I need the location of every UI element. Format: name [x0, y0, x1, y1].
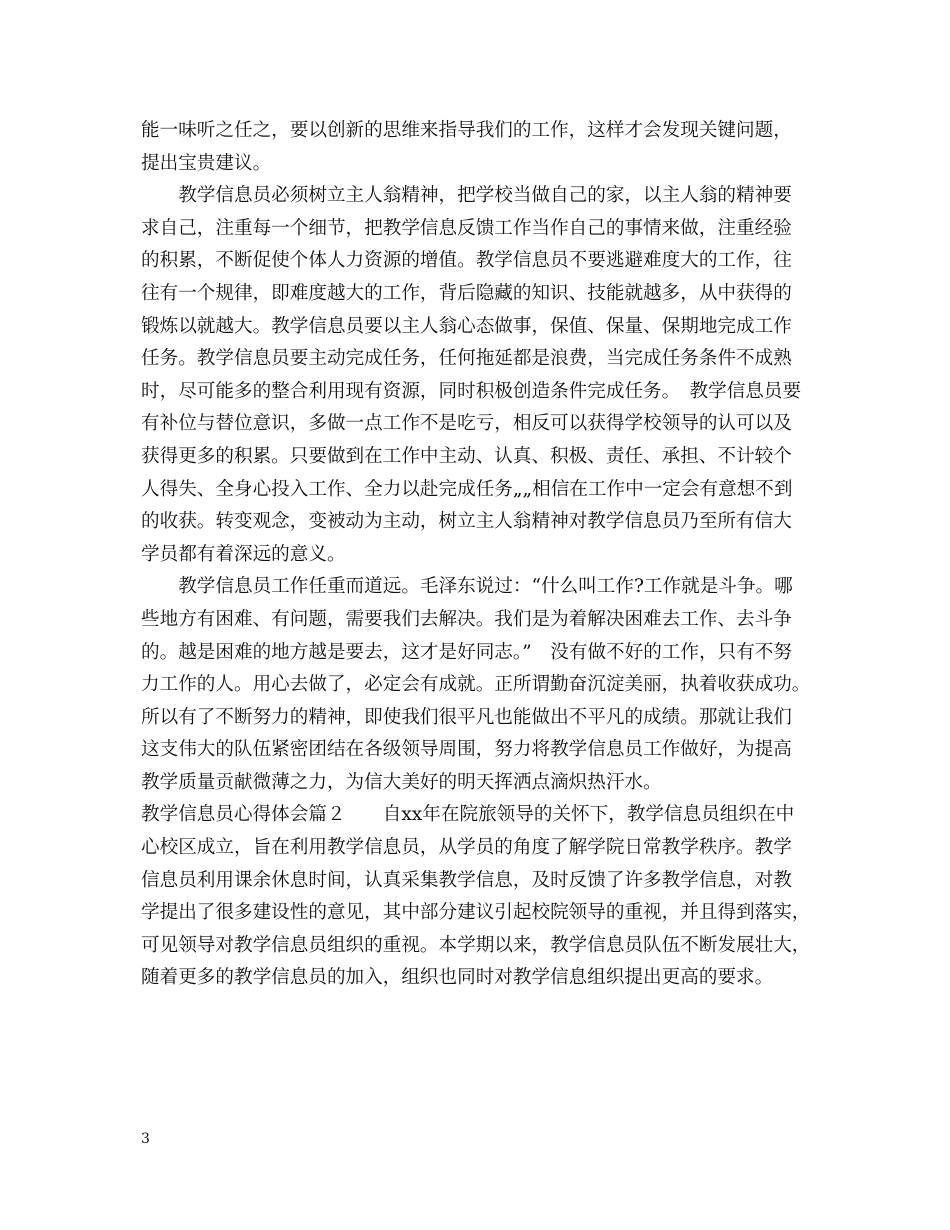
text-line: 的积累，不断促使个体人力资源的增值。教学信息员不要逃避难度大的工作，往 — [141, 250, 792, 272]
text-line: 所以有了不断努力的精神，即使我们很平凡也能做出不平凡的成绩。那就让我们 — [141, 706, 792, 728]
body-text — [141, 115, 813, 995]
text-line: 力工作的人。用心去做了，必定会有成就。正所谓勤奋沉淀美丽，执着收获成功。 — [141, 674, 811, 696]
text-line: 这支伟大的队伍紧密团结在各级领导周围，努力将教学信息员工作做好，为提高 — [141, 739, 792, 761]
text-line: 获得更多的积累。只要做到在工作中主动、认真、积极、责任、承担、不计较个 — [141, 445, 792, 467]
text-line: 心校区成立，旨在利用教学信息员，从学员的角度了解学院日常教学秩序。教学 — [141, 837, 792, 859]
text-line: 人得失、全身心投入工作、全力以赴完成任务„„相信在工作中一定会有意想不到 — [141, 478, 793, 500]
text-line: 可见领导对教学信息员组织的重视。本学期以来，教学信息员队伍不断发展壮大， — [141, 934, 811, 956]
text-line: 学提出了很多建设性的意见，其中部分建议引起校院领导的重视，并且得到落实， — [141, 902, 811, 924]
page-number: 3 — [141, 1131, 150, 1147]
text-line: 锻炼以就越大。教学信息员要以主人翁心态做事，保值、保量、保期地完成工作 — [141, 315, 792, 337]
text-line: 的。越是困难的地方越是要去，这才是好同志。” 没有做不好的工作，只有不努 — [141, 641, 792, 663]
text-line: 教学信息员必须树立主人翁精神，把学校当做自己的家，以主人翁的精神要 — [141, 185, 792, 207]
text-line: 任务。教学信息员要主动完成任务，任何拖延都是浪费，当完成任务条件不成熟 — [141, 348, 792, 370]
text-line: 信息员利用课余休息时间，认真采集教学信息，及时反馈了许多教学信息，对教 — [141, 869, 792, 891]
text-line: 些地方有困难、有问题，需要我们去解决。我们是为着解决困难去工作、去斗争 — [141, 608, 792, 630]
text-line: 的收获。转变观念，变被动为主动，树立主人翁精神对教学信息员乃至所有信大 — [141, 511, 792, 533]
text-line: 随着更多的教学信息员的加入，组织也同时对教学信息组织提出更高的要求。 — [141, 967, 774, 989]
text-line: 教学信息员心得体会篇２ 自xx年在院旅领导的关怀下，教学信息员组织在中 — [141, 804, 795, 826]
text-line: 时，尽可能多的整合利用现有资源，同时积极创造条件完成任务。 教学信息员要 — [141, 380, 802, 402]
text-line: 提出宝贵建议。 — [141, 152, 272, 174]
text-line: 能一味听之任之，要以创新的思维来指导我们的工作，这样才会发现关键问题， — [141, 120, 792, 141]
text-line: 教学质量贡献微薄之力，为信大美好的明天挥洒点滴炽热汗水。 — [141, 771, 662, 793]
text-line: 学员都有着深远的意义。 — [141, 543, 346, 565]
text-line: 教学信息员工作任重而道远。毛泽东说过：“什么叫工作?工作就是斗争。哪 — [141, 576, 793, 598]
text-line: 往有一个规律，即难度越大的工作，背后隐藏的知识、技能就越多，从中获得的 — [141, 282, 792, 304]
text-line: 有补位与替位意识，多做一点工作不是吃亏，相反可以获得学校领导的认可以及 — [141, 413, 792, 435]
text-line: 求自己，注重每一个细节，把教学信息反馈工作当作自己的事情来做，注重经验 — [141, 217, 792, 239]
